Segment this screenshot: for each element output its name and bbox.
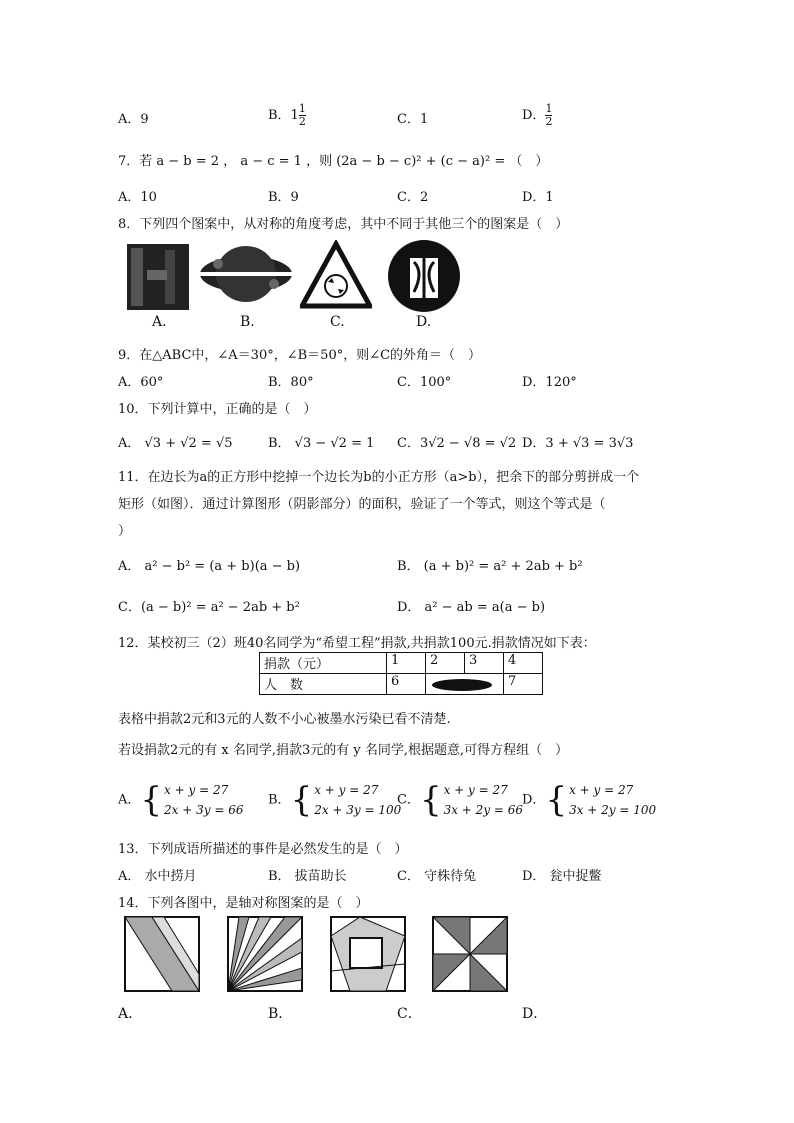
q14-figure-b [227, 916, 303, 992]
option-label: C． [397, 792, 420, 808]
table-row [260, 653, 543, 674]
q11-line1: 11．在边长为a的正方形中挖掉一个边长为b的小正方形（a>b），把余下的部分剪拼成一个 [118, 470, 640, 485]
q6-option-b-prefix: B．1 [268, 108, 299, 123]
q12-option-b [268, 780, 401, 820]
equation-2: 2x + 3y = 100 [314, 803, 402, 817]
q12-option-d [522, 780, 656, 820]
q14-figure-c [330, 916, 406, 992]
q14-label-b: B． [268, 1006, 293, 1022]
equation-1: x + y = 27 [314, 783, 379, 797]
table-cell: 人 数 [260, 674, 387, 695]
equation-2: 3x + 2y = 66 [443, 803, 524, 817]
q6-option-d [522, 103, 552, 128]
q6-option-d-fraction [545, 103, 552, 128]
q12-setup: 若设捐款2元的有 x 名同学,捐款3元的有 y 名同学,根据题意,可得方程组（ ） [118, 743, 569, 758]
equation-1: x + y = 27 [443, 783, 508, 797]
q12-option-c [397, 780, 523, 820]
q8-label-b: B. [240, 314, 255, 330]
q8-label-d: D. [416, 314, 432, 330]
q8-label-c: C. [330, 314, 345, 330]
q10-option-a: A． √3 + √2 = √5 [118, 436, 233, 451]
brace-icon: { [419, 780, 442, 820]
q6-option-b-fraction [299, 103, 306, 128]
q8-stem: 8．下列四个图案中，从对称的角度考虑，其中不同于其他三个的图案是（ ） [118, 217, 569, 232]
equation-system [314, 780, 401, 820]
q8-figure-d [386, 238, 462, 314]
q14-label-a: A． [118, 1006, 143, 1022]
option-label: D． [522, 792, 546, 808]
q6-option-d-prefix: D． [522, 108, 546, 123]
q11-line2: 矩形（如图）．通过计算图形（阴影部分）的面积，验证了一个等式，则这个等式是（ [118, 497, 606, 512]
brace-icon: { [545, 780, 568, 820]
table-row [260, 674, 543, 695]
table-cell: 捐款（元） [260, 653, 387, 674]
q7-option-b: B．9 [268, 190, 299, 205]
equation-system [444, 780, 523, 820]
q11-option-c: C．(a − b)² = a² − 2ab + b² [118, 600, 300, 615]
q13-stem: 13．下列成语所描述的事件是必然发生的是（ ） [118, 842, 408, 857]
q12-stem: 12．某校初三（2）班40名同学为“希望工程”捐款,共捐款100元.捐款情况如下表： [118, 636, 596, 651]
q7-option-d: D．1 [522, 190, 554, 205]
q10-option-b: B． √3 − √2 = 1 [268, 436, 375, 451]
table-cell: 2 [426, 653, 465, 674]
q10-option-d: D．3 + √3 = 3√3 [522, 436, 634, 451]
q8-label-a: A. [152, 314, 167, 330]
q14-label-c: C． [397, 1006, 422, 1022]
q9-option-a: A．60° [118, 375, 164, 390]
equation-2: 3x + 2y = 100 [569, 803, 657, 817]
brace-icon: { [140, 780, 163, 820]
q14-stem: 14．下列各图中，是轴对称图案的是（ ） [118, 896, 369, 911]
q9-option-b: B．80° [268, 375, 314, 390]
q12-note: 表格中捐款2元和3元的人数不小心被墨水污染已看不清楚. [118, 712, 451, 727]
q9-option-d: D．120° [522, 375, 577, 390]
brace-icon: { [290, 780, 313, 820]
q13-option-a: A． 水中捞月 [118, 869, 197, 884]
q9-stem: 9．在△ABC中，∠A＝30°，∠B＝50°，则∠C的外角＝（ ） [118, 348, 482, 363]
equation-2: 2x + 3y = 66 [164, 803, 244, 817]
frac-den: 2 [545, 115, 553, 128]
q6-option-c: C．1 [397, 112, 429, 127]
q14-figure-a [124, 916, 200, 992]
q13-option-d: D． 瓮中捉鳖 [522, 869, 602, 884]
frac-num: 1 [298, 102, 306, 115]
q11-option-a: A． a² − b² = (a + b)(a − b) [118, 559, 301, 574]
q8-figure-c [300, 240, 372, 310]
q11-option-d: D． a² − ab = a(a − b) [397, 600, 546, 615]
q7-option-a: A．10 [118, 190, 157, 205]
q11-option-b: B． (a + b)² = a² + 2ab + b² [397, 559, 583, 574]
q7-option-c: C．2 [397, 190, 429, 205]
q11-line3: ） [118, 524, 132, 539]
q8-figure-a [125, 240, 191, 314]
q13-option-b: B． 拔苗助长 [268, 869, 347, 884]
q8-figure-b [198, 240, 294, 314]
table-cell: 4 [504, 653, 543, 674]
q10-option-c: C．3√2 − √8 = √2 [397, 436, 517, 451]
donation-table [259, 652, 543, 695]
q7-stem: 7．若 a − b = 2 ， a − c = 1 ，则 (2a − b − c)² + (c − a)² = （ ） [118, 154, 549, 169]
q9-option-c: C．100° [397, 375, 452, 390]
q6-option-b [268, 103, 306, 128]
table-cell: 3 [465, 653, 504, 674]
frac-den: 2 [298, 115, 306, 128]
equation-1: x + y = 27 [164, 783, 229, 797]
q10-stem: 10．下列计算中，正确的是（ ） [118, 402, 317, 417]
equation-system [164, 780, 243, 820]
q14-label-d: D． [522, 1006, 548, 1022]
q6-option-a: A．9 [118, 112, 149, 127]
q12-option-a [118, 780, 243, 820]
table-cell: 1 [387, 653, 426, 674]
option-label: B． [268, 792, 291, 808]
equation-system [569, 780, 656, 820]
ink-stain [430, 678, 494, 692]
ink-stain-cell [426, 674, 504, 695]
equation-1: x + y = 27 [569, 783, 634, 797]
q14-figure-d [432, 916, 508, 992]
frac-num: 1 [545, 102, 553, 115]
option-label: A． [118, 792, 141, 808]
q13-option-c: C． 守株待兔 [397, 869, 477, 884]
table-cell: 6 [387, 674, 426, 695]
table-cell: 7 [504, 674, 543, 695]
